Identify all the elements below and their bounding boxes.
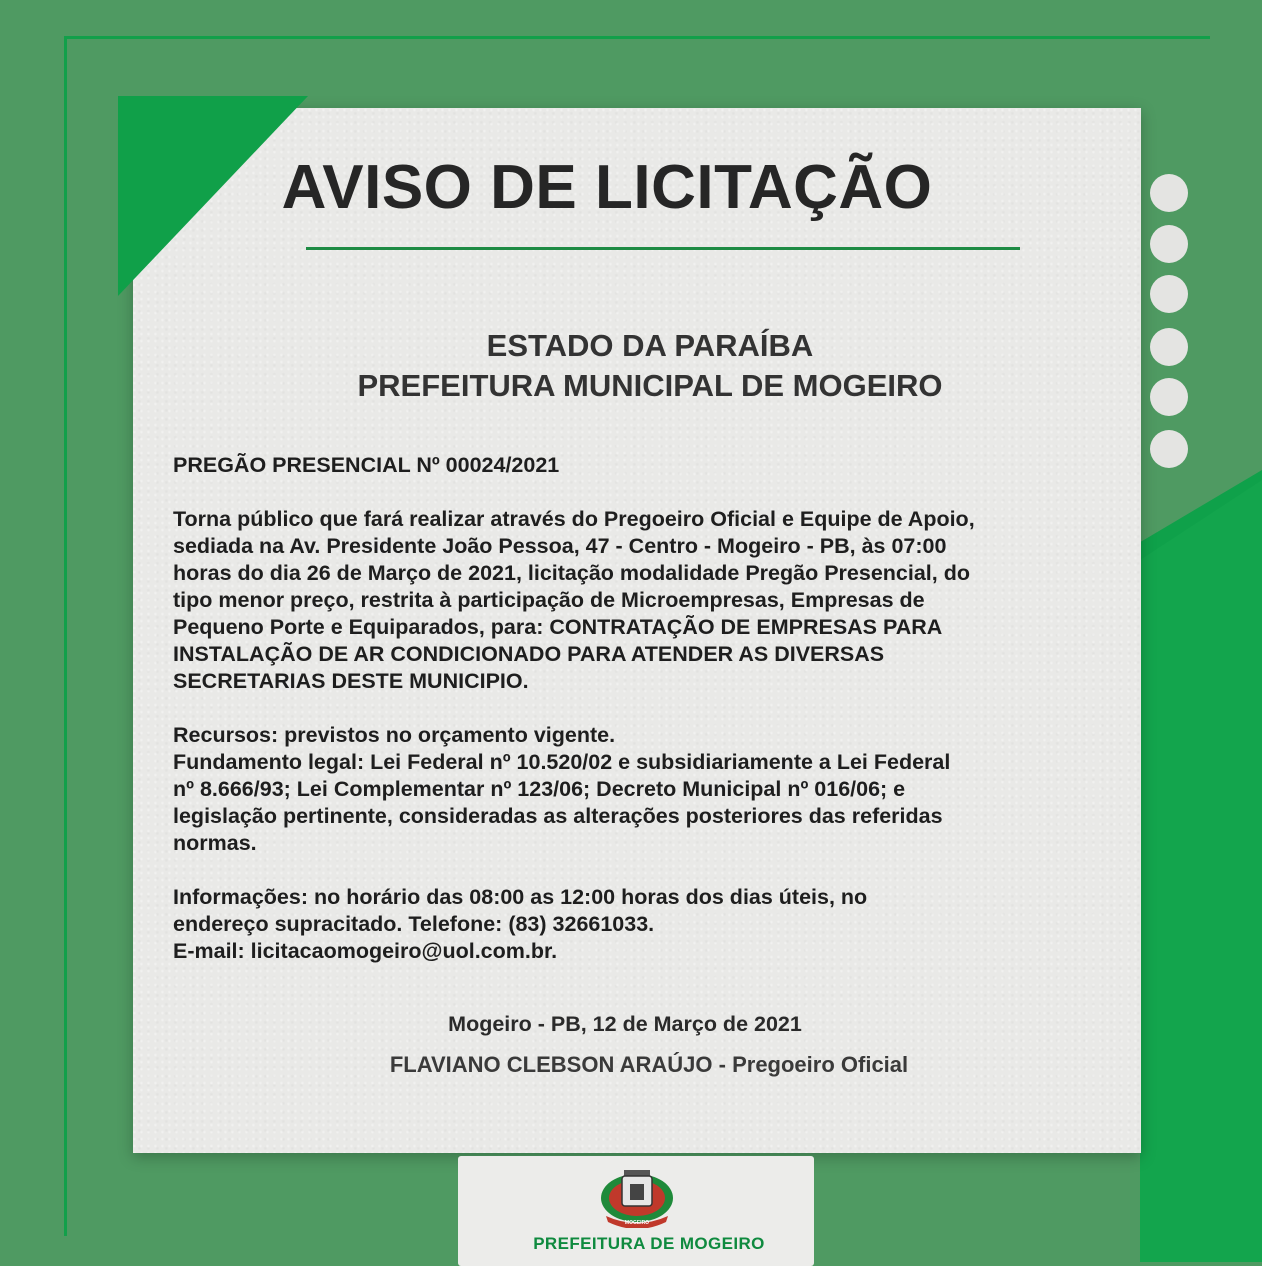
resources-line: Recursos: previstos no orçamento vigente. [173, 723, 616, 747]
title-underline [306, 247, 1020, 250]
body-line: tipo menor preço, restrita à participação de Microempresas, Empresas de [173, 588, 925, 612]
footer-organization-name: PREFEITURA DE MOGEIRO [533, 1234, 765, 1253]
body-line: SECRETARIAS DESTE MUNICIPIO. [173, 669, 529, 693]
issuer-block [133, 326, 1167, 406]
resources-line: legislação pertinente, consideradas as alterações posteriores das referidas [173, 804, 943, 828]
body-line: sediada na Av. Presidente João Pessoa, 47 - Centro - Mogeiro - PB, às 07:00 [173, 534, 947, 558]
frame-line-top [64, 36, 1210, 39]
dot-icon [1150, 275, 1188, 313]
resources-line: normas. [173, 831, 257, 855]
dot-icon [1150, 225, 1188, 263]
process-number: PREGÃO PRESENCIAL Nº 00024/2021 [173, 453, 560, 477]
notice-body [173, 452, 1073, 965]
resources-line: Fundamento legal: Lei Federal nº 10.520/02 e subsidiariamente a Lei Federal [173, 750, 951, 774]
body-line: horas do dia 26 de Março de 2021, licitação modalidade Pregão Presencial, do [173, 561, 970, 585]
email-line[interactable]: E-mail: licitacaomogeiro@uol.com.br. [173, 939, 558, 963]
frame-line-left [64, 36, 67, 1236]
municipality-name: PREFEITURA MUNICIPAL DE MOGEIRO [357, 368, 943, 403]
notice-title: AVISO DE LICITAÇÃO [281, 153, 933, 222]
info-line: endereço supracitado. Telefone: (83) 32661033. [173, 912, 655, 936]
info-line: Informações: no horário das 08:00 as 12:00 horas dos dias úteis, no [173, 885, 868, 909]
resources-line: nº 8.666/93; Lei Complementar nº 123/06; Decreto Municipal nº 016/06; e [173, 777, 906, 801]
place-date: Mogeiro - PB, 12 de Março de 2021 [448, 1012, 802, 1036]
state-name: ESTADO DA PARAÍBA [486, 328, 814, 363]
dot-icon [1150, 430, 1188, 468]
body-line: INSTALAÇÃO DE AR CONDICIONADO PARA ATENDER AS DIVERSAS [173, 642, 885, 666]
dot-icon [1150, 174, 1188, 212]
body-line: Pequeno Porte e Equiparados, para: CONTRATAÇÃO DE EMPRESAS PARA [173, 615, 943, 639]
body-line: Torna público que fará realizar através do Pregoeiro Oficial e Equipe de Apoio, [173, 507, 975, 531]
municipal-coat-of-arms-icon [596, 1160, 678, 1228]
signatory: FLAVIANO CLEBSON ARAÚJO - Pregoeiro Oficial [389, 1052, 909, 1077]
svg-text:MOGEIRO: MOGEIRO [624, 1220, 650, 1226]
